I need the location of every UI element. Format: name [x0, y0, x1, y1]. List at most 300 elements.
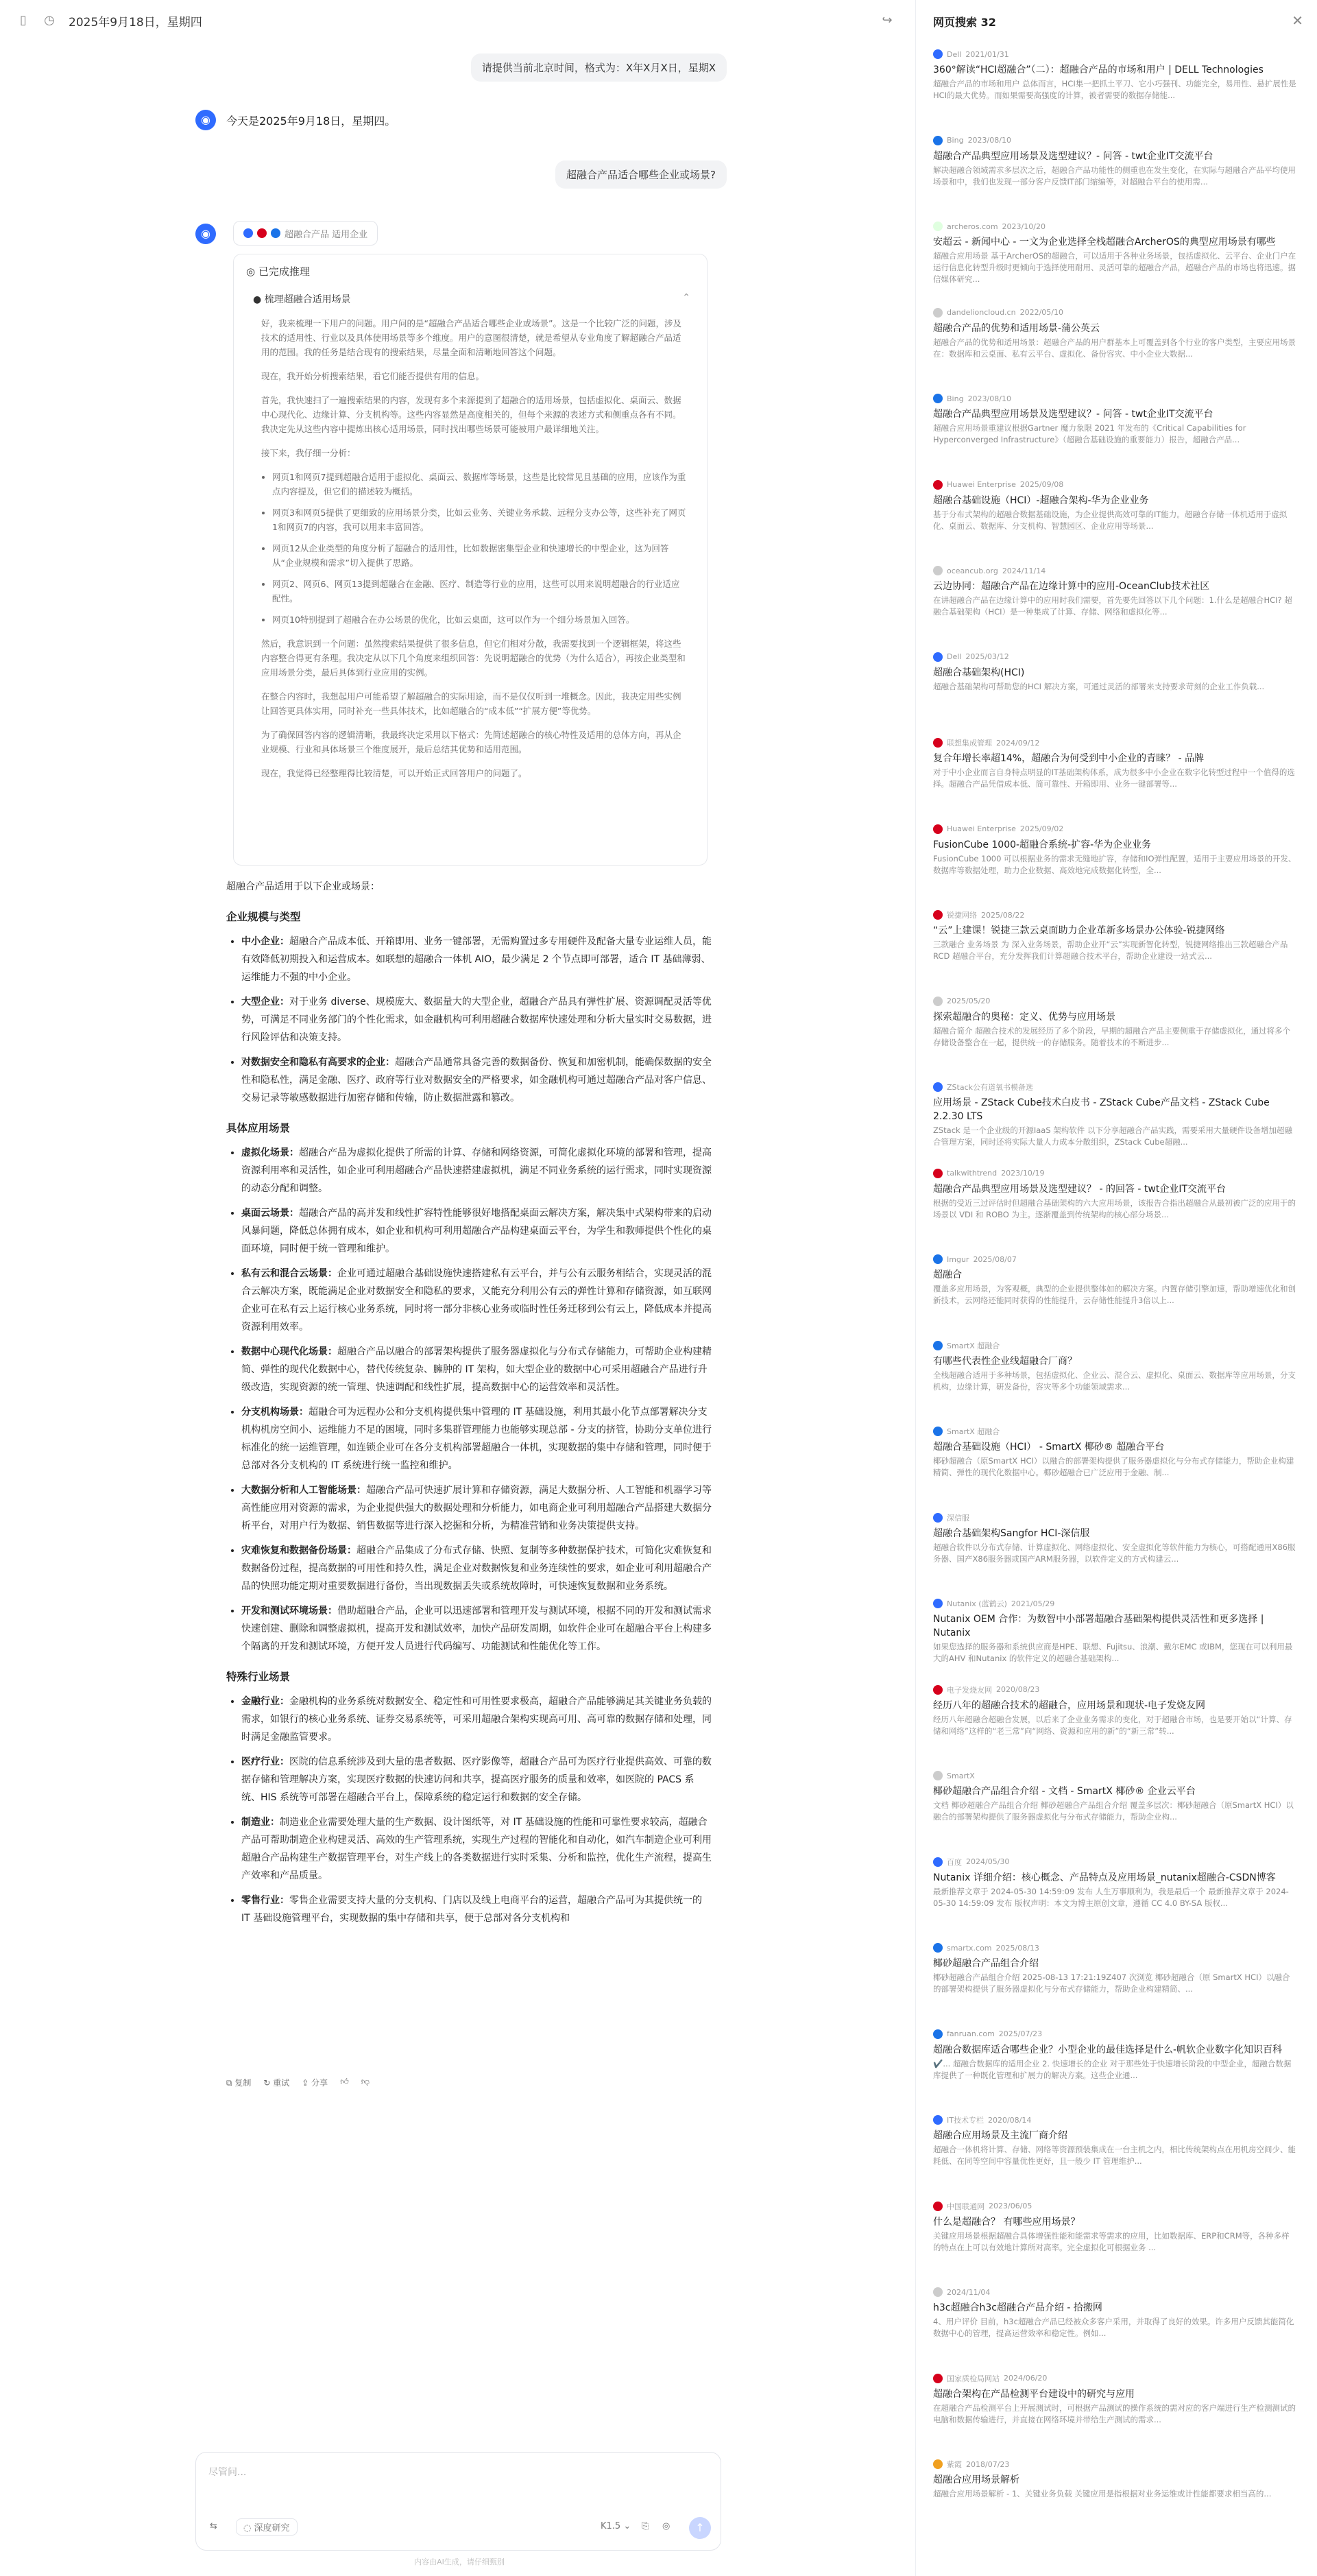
reasoning-paragraph: 在整合内容时，我想起用户可能希望了解超融合的实际用途，而不是仅仅听到一堆概念。因此，我决定用些实例让回答更具体实用，同时补充一些具体技术，比如超融合的“成本低”“扩展方便”等优势。: [261, 691, 681, 716]
result-date: 2021/05/29: [1011, 1599, 1055, 1608]
result-meta: [933, 134, 1296, 147]
answer-list-item: [241, 993, 713, 1047]
answer-list: [226, 933, 713, 1107]
result-snippet: 超融合应用场景重建议根据Gartner 魔力象限 2021 年发布的《Critical Capabilities for Hyperconverged Infrastructure》（超融合基础设施的重要能力）报告，超融合产品...: [933, 423, 1246, 444]
reasoning-paragraph: 现在，我觉得已经整理得比较清楚，可以开始正式回答用户的问题了。: [261, 768, 527, 778]
result-date: 2025/09/02: [1019, 824, 1064, 833]
result-meta: [933, 220, 1296, 232]
result-date: 2024/06/20: [1004, 2374, 1048, 2383]
source-favicon: [933, 1771, 943, 1780]
item-description: 超融合产品为虚拟化提供了所需的计算、存储和网络资源，可简化虚拟化环境的部署和管理，提高资源利用率和灵活性，如企业可利用超融合产品快速搭建虚拟机，满足不同业务系统的运行需求，同时实现资源的动态分配和调整。: [241, 1147, 712, 1194]
result-title[interactable]: 超融合基础架构(HCI): [933, 667, 1025, 678]
result-date: 2024/11/14: [1002, 566, 1046, 575]
result-snippet: 三款融合 业务场景 为 深入业务场景，帮助企业开“云”实现新智化转型，锐捷网络推出三款超融合产品 RCD 超融合平台，充分发挥我们计算超融合技术平台，帮助企业建设一站式云...: [933, 940, 1288, 961]
result-snippet: 超融合软件以分布式存储、计算虚拟化、网络虚拟化、安全虚拟化等软件能力为核心，可搭配通用X86服务器、国产X86服务器或国产ARM服务器，以软件定义的方式构建云...: [933, 1542, 1296, 1564]
result-meta: [933, 564, 1296, 577]
result-title[interactable]: 超融合应用场景解析: [933, 2474, 1019, 2485]
reasoning-step-title[interactable]: ● 梳理超融合适用场景: [253, 294, 351, 305]
result-source: 中国联通网: [947, 2202, 984, 2211]
result-meta: [933, 995, 1296, 1007]
answer-list-item: [241, 1892, 713, 1927]
item-term: 桌面云场景：: [241, 1208, 299, 1219]
result-source: 深信服: [947, 1513, 969, 1523]
result-snippet: ZStack 是一个企业级的开源IaaS 架构软件 以下分享超融合产品实践，需要采用大量硬件设备增加超融合管理方案，同时还将实际大量人力成本分散组织，ZStack Cube超融...: [933, 1125, 1292, 1147]
result-title[interactable]: 超融合基础设施（HCI） - SmartX 椰砂® 超融合平台: [933, 1442, 1165, 1453]
reasoning-bullet: • 网页3和网页5提供了更细致的应用场景分类，比如云业务、关键业务承载、远程分支办公等，这些补充了网页1和网页7的内容，我可以用来丰富回答。: [272, 505, 686, 534]
result-title[interactable]: 椰砂超融合产品组合介绍: [933, 1958, 1039, 1969]
result-date: 2020/08/23: [996, 1685, 1040, 1694]
source-favicon: [933, 1857, 943, 1867]
user-message: 超融合产品适合哪些企业或场景?: [555, 160, 727, 189]
result-date: 2020/08/14: [987, 2115, 1032, 2125]
item-term: 分支机构场景：: [241, 1407, 309, 1418]
reasoning-status[interactable]: ◎ 已完成推理: [246, 265, 310, 278]
result-title[interactable]: 经历八年的超融合技术的超融合，应用场景和现状-电子发烧友网: [933, 1700, 1206, 1711]
user-message: 请提供当前北京时间，格式为：X年X月X日，星期X: [471, 53, 727, 82]
result-snippet: 超融合应用场景 基于ArcherOS的超融合，可以适用于各种业务场景，包括虚拟化、云平台、企业门户在运行信息化转型升级时更倾向于选择使用耐用、灵活可靠的超融合产品，超融合产品的市场也将迅速。据信媒体研究...: [933, 251, 1296, 284]
attach-icon[interactable]: ⎘: [642, 2521, 649, 2531]
answer-list-item: [241, 1403, 713, 1475]
search-result-item[interactable]: [933, 651, 1296, 704]
result-source: smartx.com: [947, 1943, 992, 1953]
result-date: 2021/01/31: [965, 49, 1009, 59]
result-title[interactable]: 超融合架构在产品检测平台建设中的研究与应用: [933, 2388, 1135, 2400]
assistant-message: 今天是2025年9月18日，星期四。: [226, 115, 396, 128]
search-result-item[interactable]: [933, 48, 1296, 102]
item-description: 医院的信息系统涉及到大量的患者数据、医疗影像等，超融合产品可为医疗行业提供高效、可靠的数据存储和管理解决方案，实现医疗数据的快速访问和共享，提高医疗服务的质量和效率，如医院的 PACS 系统、HIS 系统等可部署在超融合平台上，保障系统的稳定运行和数据的安全存储。: [241, 1756, 712, 1803]
answer-list: [226, 1144, 713, 1656]
result-meta: [933, 479, 1296, 491]
result-source: Nutanix (蓝鹤云): [947, 1599, 1007, 1608]
collapse-chevron-icon[interactable]: ⌃: [682, 292, 690, 303]
result-meta: [933, 2028, 1296, 2040]
deep-research-toggle[interactable]: ◌ 深度研究: [236, 2518, 298, 2536]
thumbs-up-icon[interactable]: 👍︎: [340, 2077, 349, 2086]
item-description: 对于业务 diverse、规模庞大、数据量大的大型企业，超融合产品具有弹性扩展、资源调配灵活等优势，可满足不同业务部门的个性化需求，如金融机构可利用超融合数据库快速处理和分析大量实时交易数据，进行风险评估和决策支持。: [241, 997, 712, 1043]
result-title[interactable]: 超融合应用场景及主流厂商介绍: [933, 2130, 1067, 2141]
result-snippet: 超融合基础架构可帮助您的HCI 解决方案，可通过灵活的部署来支持要求苛刻的企业工作负载...: [933, 681, 1265, 691]
retry-button[interactable]: ↻ 重试: [263, 2078, 290, 2088]
result-title[interactable]: 什么是超融合？ 有哪些应用场景？: [933, 2216, 1080, 2228]
result-source: Imgur: [947, 1254, 969, 1264]
copy-button[interactable]: ⧉ 复制: [226, 2078, 252, 2088]
source-favicon: [933, 1513, 943, 1523]
item-term: 大数据分析和人工智能场景：: [241, 1485, 366, 1496]
assistant-avatar: ◉: [195, 224, 216, 244]
source-favicon: [933, 222, 943, 231]
result-date: 2023/08/10: [967, 136, 1011, 145]
result-date: 2023/10/19: [1001, 1169, 1045, 1178]
reasoning-bullet: • 网页2、网页6、网页13提到超融合在金融、医疗、制造等行业的应用，这些可以用来说明超融合的行业适应配性。: [272, 577, 686, 606]
result-date: 2025/08/13: [995, 1943, 1039, 1953]
search-result-item[interactable]: [933, 1253, 1296, 1307]
result-snippet: 4、用户评价 目前，h3c超融合产品已经被众多客户采用，并取得了良好的效果。许多用户反馈其能简化数据中心的管理，提高运营效率和稳定性。例如...: [933, 2317, 1294, 2338]
answer-list-item: [241, 1813, 713, 1885]
source-favicon: [933, 997, 943, 1006]
item-term: 零售行业：: [241, 1895, 289, 1906]
result-source: 百度: [947, 1857, 962, 1867]
source-favicon: [933, 1599, 943, 1608]
result-title[interactable]: 超融合产品典型应用场景及选型建议？ - 的回答 - twt企业IT交流平台: [933, 1183, 1227, 1195]
result-title[interactable]: “云”上建课！锐捷三款云桌面助力企业革新多场景办公体验-锐捷网络: [933, 925, 1225, 936]
search-result-item[interactable]: [933, 1856, 1296, 1909]
answer-section-heading: 企业规模与类型: [226, 911, 301, 923]
result-source: Huawei Enterprise: [947, 824, 1016, 833]
answer-list-item: [241, 1481, 713, 1535]
result-title[interactable]: FusionCube 1000-超融合系统-扩容-华为企业业务: [933, 839, 1152, 850]
reasoning-bullet: • 网页12从企业类型的角度分析了超融合的适用性，比如数据密集型企业和快速增长的中型企业，这为回答从“企业规模和需求”切入提供了思路。: [272, 541, 686, 570]
result-meta: [933, 1684, 1296, 1696]
chat-input[interactable]: 尽管问...: [208, 2467, 247, 2478]
item-description: 超融合产品以融合的部署架构提供了服务器虚拟化与分布式存储能力，可帮助企业构建精简、弹性的现代化数据中心，替代传统复杂、臃肿的 IT 架构，如大型企业的数据中心可采用超融合产品进行升级改造，实现资源的统一管理、快速调配和线性扩展，提高数据中心的运营效率和灵活性。: [241, 1346, 712, 1393]
result-meta: [933, 1167, 1296, 1180]
result-title[interactable]: 超融合产品典型应用场景及选型建议？- 问答 - twt企业IT交流平台: [933, 409, 1213, 420]
result-date: 2025/08/22: [981, 910, 1025, 920]
source-favicon: [933, 49, 943, 59]
source-favicon: [933, 652, 943, 662]
result-title[interactable]: 360°解读“HCI超融合”（二）：超融合产品的市场和用户 | DELL Technologies: [933, 64, 1264, 75]
answer-intro: 超融合产品适用于以下企业或场景：: [226, 881, 380, 892]
search-result-item[interactable]: [933, 1512, 1296, 1565]
item-description: 制造业企业需要处理大量的生产数据、设计图纸等，对 IT 基础设施的性能和可靠性要求较高，超融合产品可帮助制造企业构建灵活、高效的生产管理系统，实现生产过程的智能化和自动化，如汽车制造企业可利用超融合产品构建生产数据管理平台，对生产线上的各类数据进行实时采集、分析和监控，优化生产流程，提高生产效率和产品质量。: [241, 1817, 712, 1881]
result-title[interactable]: 超融合: [933, 1269, 962, 1280]
result-snippet: 基于分布式架构的超融合数据基础设施，为企业提供高效可靠的IT能力。超融合存储一体机适用于虚拟化、桌面云、数据库、分支机构、智慧园区、企业应用等场景...: [933, 509, 1288, 531]
search-result-item[interactable]: [933, 2028, 1296, 2082]
result-title[interactable]: 超融合数据库适合哪些企业？小型企业的最佳选择是什么-帆软企业数字化知识百科: [933, 2044, 1283, 2055]
search-result-item[interactable]: [933, 737, 1296, 790]
source-favicon: [933, 1427, 943, 1436]
result-title[interactable]: Nutanix 详细介绍：核心概念、产品特点及应用场景_nutanix超融合-CSDN博客: [933, 1872, 1276, 1883]
search-result-item[interactable]: [933, 1339, 1296, 1393]
share-icon[interactable]: ↪: [882, 13, 893, 27]
result-date: 2023/10/20: [1002, 222, 1046, 231]
result-meta: [933, 1512, 1296, 1524]
source-favicon: [933, 1254, 943, 1264]
result-source: SmartX 超融合: [947, 1427, 1000, 1436]
source-favicon: [243, 228, 253, 238]
reasoning-paragraph: 首先，我快速扫了一遍搜索结果的内容，发现有多个来源提到了超融合的适用场景，包括虚拟化、桌面云、数据中心现代化、边缘计算、分支机构等。这些内容显然是高度相关的，但每个来源的表述方式和侧重点各有不同。我决定先从这些内容中提炼出核心适用场景，同时找出哪些场景可能被用户最详细地关注。: [261, 395, 681, 434]
answer-list-item: [241, 1204, 713, 1258]
result-title[interactable]: 复合年增长率超14%，超融合为何受到中小企业的青睐？ - 品牌: [933, 753, 1205, 764]
item-term: 中小企业：: [241, 936, 289, 947]
item-term: 金融行业：: [241, 1696, 289, 1707]
result-snippet: 椰砂超融合产品组合介绍 2025-08-13 17:21:19Z407 次浏览 椰砂超融合（原 SmartX HCI）以融合的部署架构提供了服务器虚拟化与分布式存储能力，帮助企业构建精简、...: [933, 1972, 1290, 1994]
result-meta: [933, 1339, 1296, 1352]
result-snippet: 超融合产品的市场和用户 总体而言，HCI集一把抓土平刀、它小巧强刊、功能完全，易用性、悬扩展性是HCI的最大优势。而如果需要高强度的计算，被者需要的数据存储能...: [933, 79, 1296, 100]
result-meta: [933, 48, 1296, 60]
disclaimer: 内容由AI生成，请仔细甄别: [414, 2557, 505, 2566]
result-source: dandelioncloud.cn: [947, 308, 1016, 317]
answer-list-item: [241, 1265, 713, 1336]
result-snippet: 超融合产品的优势和适用场景：超融合产品的用户群基本上可覆盖到各个行业的客户类型，主要应用场景在：数据库和云桌面、私有云平台、虚拟化、备份容灾、中小企业大数据...: [933, 337, 1296, 359]
result-meta: [933, 2114, 1296, 2126]
chat-input-box[interactable]: [195, 2452, 721, 2551]
assistant-avatar: ◉: [195, 110, 216, 130]
search-result-item[interactable]: [933, 307, 1296, 360]
item-description: 超融合产品通常具备完善的数据备份、恢复和加密机制，能确保数据的安全性和隐私性，满足金融、医疗、政府等行业对数据安全的严格要求，如金融机构可通过超融合产品对客户信息、交易记录等敏感数据进行加密存储和传输，防止数据泄露和篡改。: [241, 1057, 712, 1104]
result-source: ZStack公有道氧书模备选: [947, 1083, 1033, 1092]
answer-section-heading: 特殊行业场景: [226, 1671, 291, 1683]
answer-list-item: [241, 1753, 713, 1806]
result-meta: [933, 307, 1296, 319]
reasoning-bullet: • 网页10特别提到了超融合在办公场景的优化，比如云桌面，这可以作为一个细分场景加入回答。: [272, 612, 686, 627]
result-snippet: 解决超融合领域需求多层次之后，超融合产品功能性的侧重也在发生变化，在实际与超融合产品平均使用场景和中，我们也发现一部分客户反馈IT部门缩编等，对超融合平台的使用需...: [933, 165, 1296, 187]
result-snippet: 超融合简介 超融合技术的发展经历了多个阶段，早期的超融合产品主要侧重于存储虚拟化，通过将多个存储设备整合在一起，提供统一的存储服务。随着技术的不断进步...: [933, 1025, 1291, 1047]
result-meta: [933, 1942, 1296, 1954]
close-icon[interactable]: ✕: [1292, 12, 1303, 29]
item-term: 制造业：: [241, 1817, 280, 1828]
item-term: 灾难恢复和数据备份场景：: [241, 1545, 357, 1556]
result-source: 电子发烧友网: [947, 1685, 992, 1695]
source-favicon: [933, 824, 943, 834]
result-snippet: 对于中小企业而言自身特点明显的IT基础架构体系，成为很多中小企业在数字化转型过程中一个值得的选择。超融合产品凭借成本低、简可靠性、开箱即用、业务一键部署等...: [933, 767, 1295, 789]
source-favicon: [933, 308, 943, 318]
search-results-panel: [915, 0, 1317, 2576]
source-favicon: [271, 228, 280, 238]
result-meta: [933, 1856, 1296, 1868]
result-source: talkwithtrend: [947, 1169, 998, 1178]
source-favicon: [933, 2029, 943, 2039]
reasoning-paragraph: 为了确保回答内容的逻辑清晰，我最终决定采用以下格式：先简述超融合的核心特性及适用的总体方向，再从企业规模、行业和具体场景三个维度展开，最后总结其优势和适用范围。: [261, 730, 681, 754]
reasoning-list: [261, 470, 686, 627]
message-actions: [226, 2077, 370, 2088]
history-icon[interactable]: ◷: [44, 13, 55, 27]
thumbs-down-icon[interactable]: 👎︎: [361, 2077, 370, 2086]
result-title[interactable]: 有哪些代表性企业线超融合厂商？: [933, 1355, 1077, 1367]
result-title[interactable]: 椰砂超融合产品组合介绍 - 文档 - SmartX 椰砂® 企业云平台: [933, 1786, 1196, 1797]
reasoning-paragraph: 接下来，我仔细一分析：: [261, 448, 356, 458]
reasoning-bullet: • 网页1和网页7提到超融合适用于虚拟化、桌面云、数据库等场景，这些是比较常见且基础的应用，应该作为重点内容提及，但它们的描述较为概括。: [272, 470, 686, 499]
result-meta: [933, 909, 1296, 921]
answer-list-item: [241, 1602, 713, 1656]
result-meta: [933, 2286, 1296, 2298]
item-description: 超融合产品可快速扩展计算和存储资源，满足大数据分析、人工智能和机器学习等高性能应用对资源的需求，为企业提供强大的数据处理和分析能力，如电商企业可利用超融合产品搭建大数据分析平台，对用户行为数据、销售数据等进行深入挖掘和分析，为精准营销和业务决策提供支持。: [241, 1485, 712, 1531]
item-term: 医疗行业：: [241, 1756, 289, 1767]
result-meta: [933, 1769, 1296, 1782]
search-result-item[interactable]: [933, 1684, 1296, 1737]
result-source: fanruan.com: [947, 2029, 995, 2038]
share-button[interactable]: ⇪ 分享: [302, 2078, 328, 2088]
source-favicon: [933, 1685, 943, 1695]
search-result-item[interactable]: [933, 479, 1296, 532]
send-button[interactable]: ↑: [689, 2517, 711, 2539]
result-meta: [933, 2200, 1296, 2213]
search-result-item[interactable]: [933, 2114, 1296, 2167]
result-snippet: 在超融合产品检测平台上开展测试时，可根据产品测试的操作系统的需对应的客户端进行生产检测测试的电脑和数据传输进行，并直接在网络环境并带给生产测试的需求...: [933, 2402, 1296, 2424]
reasoning-text: [261, 316, 686, 790]
result-source: 联想集成管理: [947, 739, 992, 748]
search-result-item[interactable]: [933, 823, 1296, 876]
result-source: Huawei Enterprise: [947, 480, 1016, 489]
result-date: 2025/09/08: [1019, 480, 1064, 489]
result-snippet: 超融合一体机将计算、存储、网络等资源预装集成在一台主机之内，相比传统架构点在用机房空间少、能耗低、在同等空间中容量优性更好，且一般少 IT 管理维护...: [933, 2145, 1296, 2166]
top-bar: [0, 0, 915, 43]
result-date: 2024/11/04: [947, 2287, 991, 2297]
item-description: 借助超融合产品，企业可以迅速部署和管理开发与测试环境，根据不同的开发和测试需求快速创建、删除和调整虚拟机，提高开发和测试效率，加快产品研发周期，如软件企业可在超融合平台上构建多个隔离的开发和测试环境，方便开发人员进行代码编写、功能测试和性能优化等工作。: [241, 1606, 712, 1652]
source-favicon: [933, 2459, 943, 2469]
answer-section-heading: 具体应用场景: [226, 1122, 291, 1134]
source-favicon: [933, 2374, 943, 2383]
result-snippet: ✔️... 超融合数据库的适用企业 2. 快速增长的企业 对于那些处于快速增长阶段的中型企业，超融合数据库提供了一种既化管理和扩展力的解决方案。这些企业通...: [933, 2058, 1292, 2080]
result-title[interactable]: h3c超融合h3c超融合产品介绍 - 拾搬网: [933, 2302, 1102, 2313]
result-source: 国家质检局网站: [947, 2374, 1000, 2383]
source-favicon: [933, 136, 943, 145]
result-title[interactable]: 超融合产品的优势和适用场景-蒲公英云: [933, 322, 1100, 334]
result-source: oceancub.org: [947, 566, 998, 575]
result-meta: [933, 823, 1296, 835]
item-term: 大型企业：: [241, 997, 289, 1007]
answer-list-item: [241, 1693, 713, 1746]
result-snippet: 在讲超融合产品在边缘计算中的应用时我们需要，首先要先回答以下几个问题：1.什么是超融合HCI? 超融合基础架构（HCI）是一种集成了计算、存储、网络和虚拟化等...: [933, 595, 1292, 617]
chat-title[interactable]: 2025年9月18日，星期四: [69, 16, 202, 29]
result-meta: [933, 2458, 1296, 2470]
reasoning-paragraph: 现在，我开始分析搜索结果，看它们能否提供有用的信息。: [261, 371, 485, 381]
search-result-item[interactable]: [933, 134, 1296, 188]
source-favicon: [933, 2287, 943, 2297]
item-description: 零售企业需要支持大量的分支机构、门店以及线上电商平台的运营，超融合产品可为其提供统一的 IT 基础设施管理平台，实现数据的集中存储和共享，便于总部对各分支机构和: [241, 1895, 702, 1924]
item-description: 超融合产品集成了分布式存储、快照、复制等多种数据保护技术，可简化灾难恢复和数据备份过程，提高数据的可用性和持久性，满足企业对数据恢复和业务连续性的要求，如企业可利用超融合产品的快照功能定期对重要数据进行备份，当出现数据丢失或系统故障时，可快速恢复数据和业务系统。: [241, 1545, 712, 1592]
search-result-item[interactable]: [933, 2200, 1296, 2254]
result-title[interactable]: 安超云 - 新闻中心 - 一文为企业选择全栈超融合ArcherOS的典型应用场景有哪些: [933, 237, 1276, 248]
search-result-item[interactable]: [933, 2458, 1296, 2512]
search-result-item[interactable]: [933, 2286, 1296, 2339]
search-result-item[interactable]: [933, 1081, 1296, 1148]
result-date: 2024/09/12: [996, 738, 1040, 748]
result-snippet: 全栈超融合适用于多种场景，包括虚拟化、企业云、混合云、虚拟化、桌面云、数据库等应用场景，分支机构，边缘计算，研发备份，容灾等多个功能领域需求...: [933, 1370, 1296, 1392]
reasoning-paragraph: 然后，我意识到一个问题：虽然搜索结果提供了很多信息，但它们相对分散，我需要找到一个逻辑框架，将这些内容整合得更有条理。我决定从以下几个角度来组织回答：先说明超融合的优势（为什么适合），再按企业类型和应用场景分类，最后具体到行业应用的实例。: [261, 639, 686, 678]
source-favicon: [933, 1943, 943, 1953]
source-favicon: [933, 1341, 943, 1350]
result-meta: [933, 1253, 1296, 1265]
result-snippet: 超融合应用场景解析 - 1、关键业务负载 关键应用是指根据对业务运维或计性能都要求相当高的...: [933, 2489, 1272, 2499]
answer-list-item: [241, 1144, 713, 1197]
search-sources-chip[interactable]: [233, 221, 378, 246]
panel-title: 网页搜索 32: [933, 16, 996, 29]
result-meta: [933, 1425, 1296, 1438]
result-meta: [933, 651, 1296, 663]
search-result-item[interactable]: [933, 392, 1296, 446]
result-title[interactable]: Nutanix OEM 合作：为数智中小部署超融合基础架构提供灵活性和更多选择 | Nutanix: [933, 1614, 1264, 1638]
item-description: 超融合可为远程办公和分支机构提供集中管理的 IT 基础设施，利用其最小化节点部署解决分支机构机房空间小、运维能力不足的困境，同时多集群管理能力也能够实现总部 - 分支的挤管，协助分支单位进行标准化的统一运维管理，如连锁企业可在各分支机构部署超融合一体机，实现数据的集中存储和管理，同时便于总部对各分支机构的 IT 系统进行统一监控和维护。: [241, 1407, 712, 1471]
source-favicon: [933, 910, 943, 920]
result-date: 2023/06/05: [989, 2202, 1032, 2210]
search-result-item[interactable]: [933, 220, 1296, 284]
result-date: 2025/05/20: [947, 997, 991, 1005]
result-source: SmartX 超融合: [947, 1341, 1000, 1350]
answer-list-item: [241, 1542, 713, 1595]
search-result-item[interactable]: [933, 564, 1296, 618]
item-term: 私有云和混合云场景：: [241, 1268, 337, 1279]
item-description: 超融合产品的高并发和线性扩容特性能够很好地搭配桌面云解决方案，解决集中式架构带来的启动风暴问题，降低总体拥有成本，如企业和机构可利用超融合产品构建桌面云平台，为学生和教师提供个性化的桌面环境，同时便于统一管理和维护。: [241, 1208, 712, 1254]
result-source: archeros.com: [947, 222, 998, 231]
search-query-label: 超融合产品 适用企业: [285, 229, 368, 240]
result-source: Dell: [947, 49, 962, 59]
answer-list-item: [241, 933, 713, 986]
answer-list: [226, 1693, 713, 1927]
source-favicon: [933, 738, 943, 748]
result-date: 2018/07/23: [966, 2459, 1010, 2469]
result-snippet: 椰砂超融合（原SmartX HCI）以融合的部署架构提供了服务器虚拟化与分布式存储能力，帮助企业构建精简、弹性的现代化数据中心。椰砂超融合已广泛应用于金融、制...: [933, 1456, 1294, 1477]
result-date: 2023/08/10: [967, 394, 1011, 403]
result-meta: [933, 392, 1296, 405]
source-favicon: [933, 566, 943, 575]
result-snippet: 如果您选择的服务器和系统供应商是HPE、联想、Fujitsu、浪潮、戴尔EMC 或IBM，您现在可以利用最大的AHV 和Nutanix 的软件定义的超融合基础架构...: [933, 1642, 1293, 1663]
result-snippet: 最新推荐文章于 2024-05-30 14:59:09 发布 人生万事顺利为，我是最后一个 最新推荐文章于 2024-05-30 14:59:09 发布 版权声明：本文为博主原创文章，遵循 CC 4.0 BY-SA 版权...: [933, 1886, 1289, 1908]
result-meta: [933, 1597, 1296, 1610]
result-title[interactable]: 超融合基础设施（HCI）-超融合架构-华为企业业务: [933, 494, 1149, 506]
source-favicon: [933, 480, 943, 490]
source-favicon: [933, 2115, 943, 2125]
reasoning-paragraph: 好，我来梳理一下用户的问题。用户问的是“超融合产品适合哪些企业或场景”。这是一个比较广泛的问题，涉及技术的适用性、行业以及具体使用场景等多个维度。用户的意图很清楚，就是希望从专业角度了解超融合产品适用的范围。我的任务是结合现有的搜索结果，尽量全面和清晰地回答这个问题。: [261, 318, 681, 357]
result-meta: [933, 737, 1296, 749]
source-favicon: [933, 1082, 943, 1092]
result-date: 2025/08/07: [973, 1254, 1017, 1264]
source-favicon: [257, 228, 267, 238]
search-result-item[interactable]: [933, 1769, 1296, 1823]
assistant-answer: [226, 878, 713, 1934]
result-title[interactable]: 超融合产品典型应用场景及选型建议？- 问答 - twt企业IT交流平台: [933, 150, 1213, 162]
result-date: 2025/07/23: [998, 2029, 1043, 2038]
item-description: 金融机构的业务系统对数据安全、稳定性和可用性要求极高，超融合产品能够满足其关键业务负载的需求，如银行的核心业务系统、证券交易系统等，可采用超融合架构实现高可用、高可靠的数据存储和处理，同时满足金融监管要求。: [241, 1696, 712, 1743]
search-result-item[interactable]: [933, 1942, 1296, 1995]
source-favicon: [933, 2202, 943, 2211]
result-source: 紫霞: [947, 2460, 962, 2469]
result-snippet: FusionCube 1000 可以根据业务的需求无缝地扩容，存储和IO弹性配置，适用于主要应用场景的开发、数据库等数据处理，助力企业数据、高效地完成数据化转型，全...: [933, 853, 1296, 875]
source-favicon: [933, 394, 943, 403]
result-date: 2025/03/12: [965, 652, 1009, 661]
result-title[interactable]: 云边协同：超融合产品在边缘计算中的应用-OceanClub技术社区: [933, 581, 1210, 592]
result-snippet: 经历八年超融合超融合发展，以后来了企业业务需求的变化，对于超融合市场，也是要开始以“计算、存储和网络”这样的“老三常”向“网络、资源和应用的新”的“新三常”转...: [933, 1714, 1292, 1736]
result-source: SmartX: [947, 1771, 975, 1780]
result-snippet: 文档 椰砂超融合产品组合介绍 椰砂超融合产品组合介绍 覆盖多层次：椰砂超融合（原SmartX HCI）以融合的部署架构提供了服务器虚拟化与分布式存储能力，帮助企业构...: [933, 1800, 1294, 1822]
item-term: 虚拟化场景：: [241, 1147, 299, 1158]
result-snippet: 覆盖多应用场景，为客观概，典型的企业提供整体如的解决方案。内置存储引擎加速，帮助增速优化和创新技术，云网络还能同时获得的性能提升，云存储性能提升3倍以上...: [933, 1284, 1296, 1305]
item-term: 开发和测试环境场景：: [241, 1606, 337, 1617]
result-title[interactable]: 应用场景 - ZStack Cube技术白皮书 - ZStack Cube产品文档 - ZStack Cube 2.2.30 LTS: [933, 1097, 1270, 1122]
search-result-item[interactable]: [933, 1597, 1296, 1665]
search-result-item[interactable]: [933, 995, 1296, 1049]
result-snippet: 关键应用场景根据超融合具体增强性能和能需求等需求的应用，比如数据库、ERP和CRM等，各种多样的特点在上可以有效地计算所对高率。完全虚拟化可根据业务 ...: [933, 2230, 1290, 2252]
reasoning-panel: [233, 254, 708, 866]
source-favicon: [933, 1169, 943, 1178]
result-source: 锐捷网络: [947, 911, 977, 920]
result-source: IT技术专栏: [947, 2116, 984, 2125]
result-source: Bing: [947, 394, 964, 403]
search-result-item[interactable]: [933, 1425, 1296, 1479]
model-selector[interactable]: K1.5 ⌄: [601, 2521, 631, 2531]
item-description: 超融合产品成本低、开箱即用、业务一键部署，无需购置过多专用硬件及配备大量专业运维人员，能有效降低初期投入和运营成本。如联想的超融合一体机 AIO，最少满足 2 个节点即可部署，适合 IT 基础薄弱、运维能力不强的中小企业。: [241, 936, 712, 983]
sidebar-toggle-icon[interactable]: ▯: [20, 13, 27, 27]
search-result-item[interactable]: [933, 909, 1296, 962]
result-title[interactable]: 探索超融合的奥秘：定义、优势与应用场景: [933, 1011, 1115, 1023]
result-meta: [933, 2372, 1296, 2385]
result-meta: [933, 1081, 1296, 1093]
globe-icon[interactable]: ◎: [662, 2521, 670, 2531]
item-description: 企业可通过超融合基础设施快速搭建私有云平台，并与公有云服务相结合，实现灵活的混合云解决方案，既能满足企业对数据安全和隐私的要求，又能充分利用公有云的弹性计算和存储资源，如互联网企业可在私有云上运行核心业务系统，同时将一部分非核心业务或临时性任务迁移到公有云上，降低成本并提高资源利用效率。: [241, 1268, 712, 1333]
item-term: 对数据安全和隐私有高要求的企业：: [241, 1057, 395, 1068]
search-result-item[interactable]: [933, 2372, 1296, 2426]
result-title[interactable]: 超融合基础架构Sangfor HCI-深信服: [933, 1527, 1090, 1539]
result-date: 2022/05/10: [1019, 308, 1063, 317]
answer-list-item: [241, 1343, 713, 1396]
tools-icon[interactable]: ⇆: [210, 2521, 217, 2531]
result-snippet: 根据的受近三过评估时但超融合基础架构的六大应用场景，该报告合指出超融合从最初被广泛的应用于的场景以 VDI 和 ROBO 为主。逐渐覆盖到传统架构的核心部分场景...: [933, 1197, 1296, 1219]
result-date: 2024/05/30: [966, 1857, 1010, 1866]
search-result-item[interactable]: [933, 1167, 1296, 1221]
result-source: Dell: [947, 652, 962, 661]
result-source: Bing: [947, 136, 964, 145]
answer-list-item: [241, 1053, 713, 1107]
